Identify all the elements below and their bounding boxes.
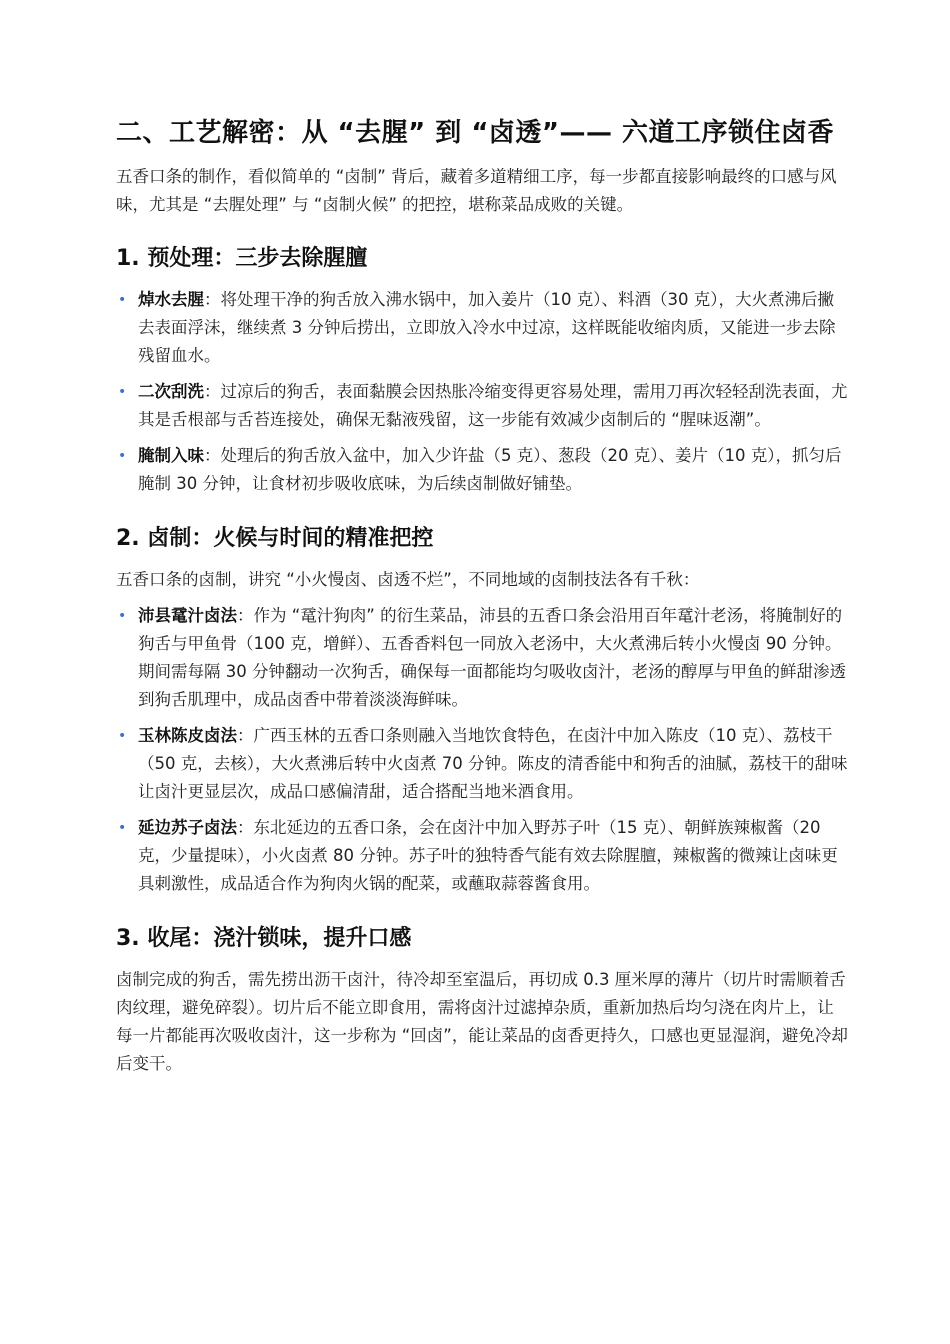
intro-paragraph: 五香口条的制作，看似简单的 “卤制” 背后，藏着多道精细工序，每一步都直接影响最终的口感与风味，尤其是 “去腥处理” 与 “卤制火候” 的把控，堪称菜品成败的关键。 [116, 167, 837, 214]
list-item [116, 722, 848, 806]
bullet-icon: • [118, 820, 127, 836]
bullet-icon: • [118, 448, 127, 464]
item-term: 二次刮洗 [138, 382, 204, 401]
step2-list [116, 602, 848, 898]
step1-list [116, 286, 848, 498]
step2-intro: 五香口条的卤制，讲究 “小火慢卤、卤透不烂”，不同地域的卤制技法各有千秋： [116, 570, 700, 589]
list-item [116, 602, 848, 714]
item-text: ：作为 “鼋汁狗肉” 的衍生菜品，沛县的五香口条会沿用百年鼋汁老汤，将腌制好的狗舌与甲鱼骨（100 克，增鲜）、五香香料包一同放入老汤中，大火煮沸后转小火慢卤 90 分钟。期间需每隔 30 分钟翻动一次狗舌，确保每一面都能均匀吸收卤汁，老汤的醇厚与甲鱼的鲜甜渗透到狗舌肌理中，成品卤香中带着淡淡海鲜味。 [138, 606, 846, 709]
step3-heading: 3. 收尾：浇汁锁味，提升口感 [116, 926, 412, 951]
item-term: 腌制入味 [138, 446, 204, 465]
step2-heading: 2. 卤制：火候与时间的精准把控 [116, 526, 434, 551]
item-term: 延边苏子卤法 [138, 818, 237, 837]
item-text: ：东北延边的五香口条，会在卤汁中加入野苏子叶（15 克）、朝鲜族辣椒酱（20 克，少量提味），小火卤煮 80 分钟。苏子叶的独特香气能有效去除腥膻，辣椒酱的微辣让卤味更具刺激性，成品适合作为狗肉火锅的配菜，或蘸取蒜蓉酱食用。 [138, 818, 838, 893]
step3-paragraph: 卤制完成的狗舌，需先捞出沥干卤汁，待冷却至室温后，再切成 0.3 厘米厚的薄片（切片时需顺着舌肉纹理，避免碎裂）。切片后不能立即食用，需将卤汁过滤掉杂质，重新加热后均匀浇在肉片上，让每一片都能再次吸收卤汁，这一步称为 “回卤”，能让菜品的卤香更持久，口感也更显湿润，避免冷却后变干。 [116, 970, 848, 1073]
bullet-icon: • [118, 292, 127, 308]
item-text: ：过凉后的狗舌，表面黏膜会因热胀冷缩变得更容易处理，需用刀再次轻轻刮洗表面，尤其是舌根部与舌苔连接处，确保无黏液残留，这一步能有效减少卤制后的 “腥味返潮”。 [138, 382, 848, 429]
list-item [116, 378, 848, 434]
item-term: 沛县鼋汁卤法 [138, 606, 237, 625]
bullet-icon: • [118, 728, 127, 744]
bullet-icon: • [118, 384, 127, 400]
item-text: ：将处理干净的狗舌放入沸水锅中，加入姜片（10 克）、料酒（30 克），大火煮沸后撇去表面浮沫，继续煮 3 分钟后捞出，立即放入冷水中过凉，这样既能收缩肉质，又能进一步去除残留血水。 [138, 290, 836, 365]
item-term: 焯水去腥 [138, 290, 204, 309]
item-text: ：处理后的狗舌放入盆中，加入少许盐（5 克）、葱段（20 克）、姜片（10 克），抓匀后腌制 30 分钟，让食材初步吸收底味，为后续卤制做好铺垫。 [138, 446, 842, 493]
document-page [116, 113, 848, 1078]
list-item [116, 286, 848, 370]
item-term: 玉林陈皮卤法 [138, 726, 237, 745]
section-title: 二、工艺解密：从 “去腥” 到 “卤透”—— 六道工序锁住卤香 [116, 118, 835, 148]
item-text: ：广西玉林的五香口条则融入当地饮食特色，在卤汁中加入陈皮（10 克）、荔枝干（50 克，去核），大火煮沸后转中火卤煮 70 分钟。陈皮的清香能中和狗舌的油腻，荔枝干的甜味让卤汁更显层次，成品口感偏清甜，适合搭配当地米酒食用。 [138, 726, 848, 801]
list-item [116, 442, 848, 498]
step1-heading: 1. 预处理：三步去除腥膻 [116, 246, 368, 271]
bullet-icon: • [118, 608, 127, 624]
list-item [116, 814, 848, 898]
